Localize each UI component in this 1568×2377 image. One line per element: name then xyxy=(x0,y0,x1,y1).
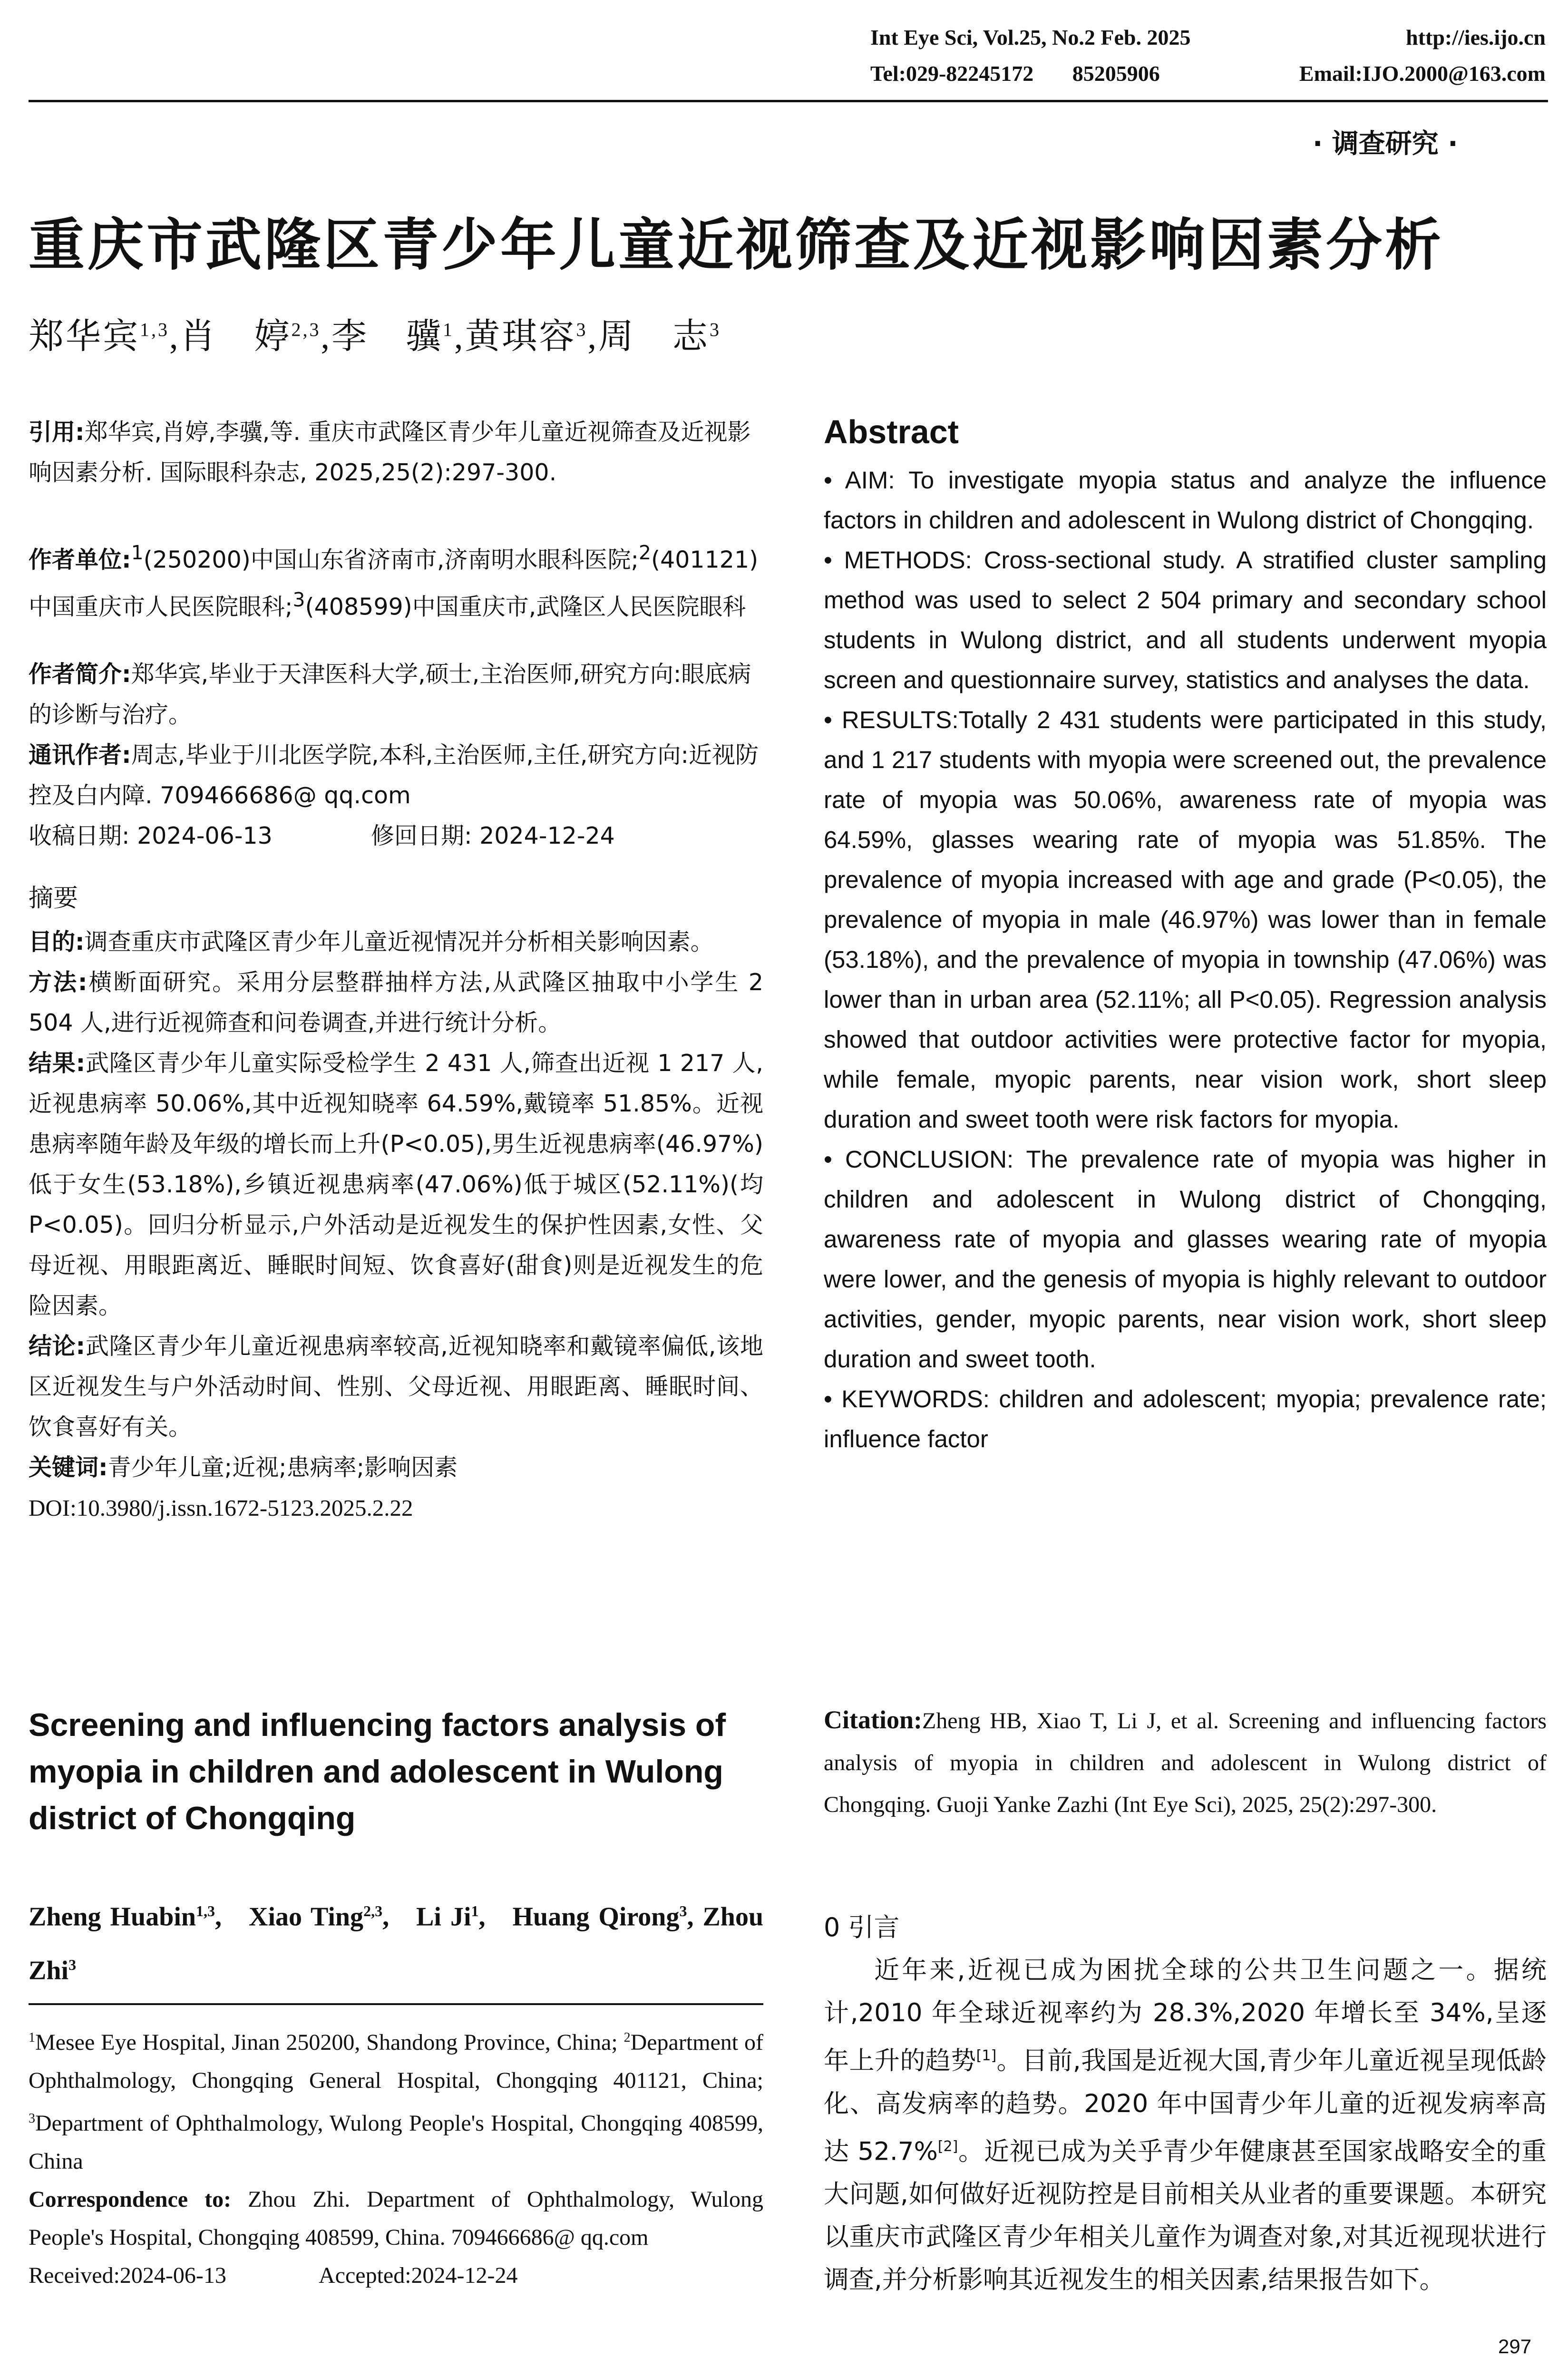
abstract-en-methods: Cross-sectional study. A stratified cluster sampling method was used to select 2 504 primary and secondary school students in Wulong district, and all students underwent myopia screen and questionnaire survey, statistics and analyses the data. xyxy=(824,546,1547,693)
citation-en-label: Citation: xyxy=(824,1705,922,1734)
ref-1[interactable]: [1] xyxy=(976,2047,997,2064)
affiliation-cn: 作者单位:$^1$(250200)中国山东省济南市,济南明水眼科医院;$^2$(401121)中国重庆市人民医院眼科;$^3$(408599)中国重庆市,武隆区人民医院眼科 xyxy=(29,541,759,621)
journal-header xyxy=(870,25,1546,50)
ref-2[interactable]: [2] xyxy=(937,2138,958,2155)
abstract-cn: 摘要 目的:调查重庆市武隆区青少年儿童近视情况并分析相关影响因素。 方法:横断面研究。采用分层整群抽样方法,从武隆区抽取中小学生 2 504 人,进行近视筛查和问卷调查,并进行统计分析。 结果:武隆区青少年儿童实际受检学生 2 431 人,筛查出近视 1 217 人, 近视患病率 50.06%,其中近视知晓率 64.59%,戴镜率 51.85%。近视患病率随年龄及年级的增长而上升(P<0.05),男生近视患病率(46.97%)低于女生(53.18%),乡镇近视患病率(47.06%)低于城区(52.11%)(均 P<0.05)。回归分析显示,户外活动是近视发生的保护性因素,女性、父母近视、用眼距离近、睡眠时间短、饮食喜好(甜食)则是近视发生的危险因素。 结论:武隆区青少年儿童近视患病率较高,近视知晓率和戴镜率偏低,该地区近视发生与户外活动时间、性别、父母近视、用眼距离、睡眠时间、饮食喜好有关。 关键词:青少年儿童;近视;患病率;影响因素 DOI:10.3980/j.issn.1672-5123.2025.2.22 xyxy=(29,878,763,1528)
abstract-cn-keywords: 青少年儿童;近视;患病率;影响因素 xyxy=(107,1454,458,1481)
revised-cn: 修回日期: 2024-12-24 xyxy=(371,822,615,849)
citation-en-text: Zheng HB, Xiao T, Li J, et al. Screening and influencing factors analysis of myopia in children and adolescent in Wulong district of Chongqing. Guoji Yanke Zazhi (Int Eye Sci), 2025, 25(2):297-300. xyxy=(824,1708,1547,1817)
abstract-en-keywords: children and adolescent; myopia; prevalence rate; influence factor xyxy=(824,1385,1547,1452)
author-bio: 作者简介:郑华宾,毕业于天津医科大学,硕士,主治医师,研究方向:眼底病的诊断与治疗。 xyxy=(29,661,751,728)
journal-tel2: 85205906 xyxy=(1072,61,1160,86)
citation-cn-text: 郑华宾,肖婷,李骥,等. 重庆市武隆区青少年儿童近视筛查及近视影响因素分析. 国际眼科杂志, 2025,25(2):297-300. xyxy=(29,419,751,486)
abstract-en-conclusion: The prevalence rate of myopia was higher in children and adolescent in Wulong district of Chongqing, awareness rate of myopia and glasses wearing rate of myopia were lower, and the genesis of myopia is highly relevant to outdoor activities, gender, myopic parents, near vision work, short sleep duration and sweet tooth. xyxy=(824,1146,1547,1373)
abstract-en-results: Totally 2 431 students were participated in this study, and 1 217 students with myopia were screened out, the prevalence rate of myopia was 50.06%, awareness rate of myopia was 64.59%, glasses wearing rate of myopia was 51.85%. The prevalence of myopia increased with age and grade (P<0.05), the prevalence of myopia in male (46.97%) was lower than in female (53.18%), and the prevalence of myopia in township (47.06%) was lower than in urban area (52.11%; all P<0.05). Regression analysis showed that outdoor activities were protective factor for myopia, while female, myopic parents, near vision work, short sleep duration and sweet tooth were risk factors for myopia. xyxy=(824,706,1547,1133)
correspondence-en: Zhou Zhi. Department of Ophthalmology, Wulong People's Hospital, Chongqing 408599, China. 709466686@ qq.com xyxy=(29,2187,764,2250)
journal-info: Int Eye Sci, Vol.25, No.2 Feb. 2025 xyxy=(870,25,1191,49)
abstract-cn-methods: 横断面研究。采用分层整群抽样方法,从武隆区抽取中小学生 2 504 人,进行近视筛查和问卷调查,并进行统计分析。 xyxy=(29,969,763,1036)
abstract-cn-conclusion: 武隆区青少年儿童近视患病率较高,近视知晓率和戴镜率偏低,该地区近视发生与户外活动时间、性别、父母近视、用眼距离、睡眠时间、饮食喜好有关。 xyxy=(29,1333,763,1441)
journal-tel: Tel:029-82245172 xyxy=(870,61,1034,86)
title-en: Screening and influencing factors analysis of myopia in children and adolescent in Wulong district of Chongqing xyxy=(29,1707,726,1836)
accepted-en: Accepted:2024-12-24 xyxy=(319,2263,518,2288)
dates-cn xyxy=(29,816,763,856)
author-cn: 肖 婷 xyxy=(180,317,292,356)
abstract-cn-heading: 摘要 xyxy=(29,884,78,913)
abstract-en: • AIM: To investigate myopia status and analyze the influence factors in children and adolescent in Wulong district of Chongqing. • METHODS: Cross-sectional study. A stratified cluster sampling method was used to select 2 504 primary and secondary school students in Wulong district, and all students underwent myopia screen and questionnaire survey, statistics and analyses the data. • RESULTS:Totally 2 431 students were participated in this study, and 1 217 students with myopia were screened out, the prevalence rate of myopia was 50.06%, awareness rate of myopia was 64.59%, glasses wearing rate of myopia was 51.85%. The prevalence of myopia increased with age and grade (P<0.05), the prevalence of myopia in male (46.97%) was lower than in female (53.18%), and the prevalence of myopia in township (47.06%) was lower than in urban area (52.11%; all P<0.05). Regression analysis showed that outdoor activities were protective factor for myopia, while female, myopic parents, near vision work, short sleep duration and sweet tooth were risk factors for myopia. • CONCLUSION: The prevalence rate of myopia was higher in children and adolescent in Wulong district of Chongqing, awareness rate of myopia and glasses wearing rate of myopia were lower, and the genesis of myopia is highly relevant to outdoor activities, gender, myopic parents, near vision work, short sleep duration and sweet tooth. • KEYWORDS: children and adolescent; myopia; prevalence rate; influence factor xyxy=(824,467,1547,1452)
received-cn: 收稿日期: 2024-06-13 xyxy=(29,822,273,849)
intro-paragraph: 近年来,近视已成为困扰全球的公共卫生问题之一。据统计,2010 年全球近视率约为 28.3%,2020 年增长至 34%,呈逐年上升的趋势[1]。目前,我国是近视大国,青少年儿童近视呈现低龄化、高发病率的趋势。2020 年中国青少年儿童的近视发病率高达 52.7%[2]。近视已成为关乎青少年健康甚至国家战略安全的重大问题,如何做好近视防控是目前相关从业者的重要课题。本研究以重庆市武隆区青少年相关儿童作为调查对象,对其近视现状进行调查,并分析影响其近视发生的相关因素,结果报告如下。 xyxy=(824,1956,1547,2295)
authors-en: Zheng Huabin$^{1,3}$, Xiao Ting$^{2,3}$, Li Ji$^1$, Huang Qirong$^3$, Zhou Zhi$^3$ xyxy=(29,1902,764,1986)
journal-contact xyxy=(870,61,1546,86)
author-cn: 郑华宾 xyxy=(29,317,140,356)
section-tag: · 调查研究 · xyxy=(1313,128,1458,159)
citation-cn xyxy=(29,412,763,493)
abstract-cn-aim: 调查重庆市武隆区青少年儿童近视情况并分析相关影响因素。 xyxy=(84,928,714,955)
author-cn: 李 骥 xyxy=(331,317,443,356)
journal-email[interactable]: Email:IJO.2000@163.com xyxy=(1299,61,1546,86)
citation-en xyxy=(824,1699,1547,1826)
citation-cn-label: 引用: xyxy=(29,419,85,446)
author-cn: 周 志 xyxy=(598,317,710,356)
title-cn: 重庆市武隆区青少年儿童近视筛查及近视影响因素分析 xyxy=(29,212,1444,278)
abstract-en-heading: Abstract xyxy=(824,413,959,450)
abstract-en-aim: To investigate myopia status and analyze the influence factors in children and adolescent in Wulong district of Chongqing. xyxy=(824,467,1547,534)
abstract-cn-results: 武隆区青少年儿童实际受检学生 2 431 人,筛查出近视 1 217 人, 近视患病率 50.06%,其中近视知晓率 64.59%,戴镜率 51.85%。近视患病率随年龄及年级的增长而上升(P<0.05),男生近视患病率(46.97%)低于女生(53.18%),乡镇近视患病率(47.06%)低于城区(52.11%)(均 P<0.05)。回归分析显示,户外活动是近视发生的保护性因素,女性、父母近视、用眼距离近、睡眠时间短、饮食喜好(甜食)则是近视发生的危险因素。 xyxy=(29,1050,763,1319)
journal-url[interactable]: http://ies.ijo.cn xyxy=(1406,25,1546,49)
correspondence-cn: 通讯作者:周志,毕业于川北医学院,本科,主治医师,主任,研究方向:近视防控及白内障. 709466686@ qq.com xyxy=(29,741,759,809)
header-rule xyxy=(29,100,1548,102)
intro-heading: 0 引言 xyxy=(824,1912,900,1942)
author-info xyxy=(29,654,763,856)
correspondence-en-label: Correspondence to: xyxy=(29,2187,232,2212)
received-en: Received:2024-06-13 xyxy=(29,2263,226,2288)
affiliation-cn-label: 作者单位: xyxy=(29,546,131,574)
page-number: 297 xyxy=(1498,2335,1532,2358)
doi[interactable]: DOI:10.3980/j.issn.1672-5123.2025.2.22 xyxy=(29,1495,413,1521)
author-cn: 黄琪容 xyxy=(465,317,576,356)
affiliation-rule xyxy=(29,2003,763,2005)
authors-cn: 郑华宾$^{1,3}$,肖 婷$^{2,3}$,李 骥$^1$,黄琪容$^3$,周 志$^3$ xyxy=(29,317,721,356)
affiliation-en: $^1$Mesee Eye Hospital, Jinan 250200, Shandong Province, China; $^2$Department of Ophthalmology, Chongqing General Hospital, Chongqing 401121, China; $^3$Department of Ophthalmology, Wulong People's Hospital, Chongqing 408599, China Correspondence to: Zhou Zhi. Department of Ophthalmology, Wulong People's Hospital, Chongqing 408599, China. 709466686@ qq.com Received:2024-06-13 Accepted:2024-12-24 xyxy=(29,2019,763,2295)
